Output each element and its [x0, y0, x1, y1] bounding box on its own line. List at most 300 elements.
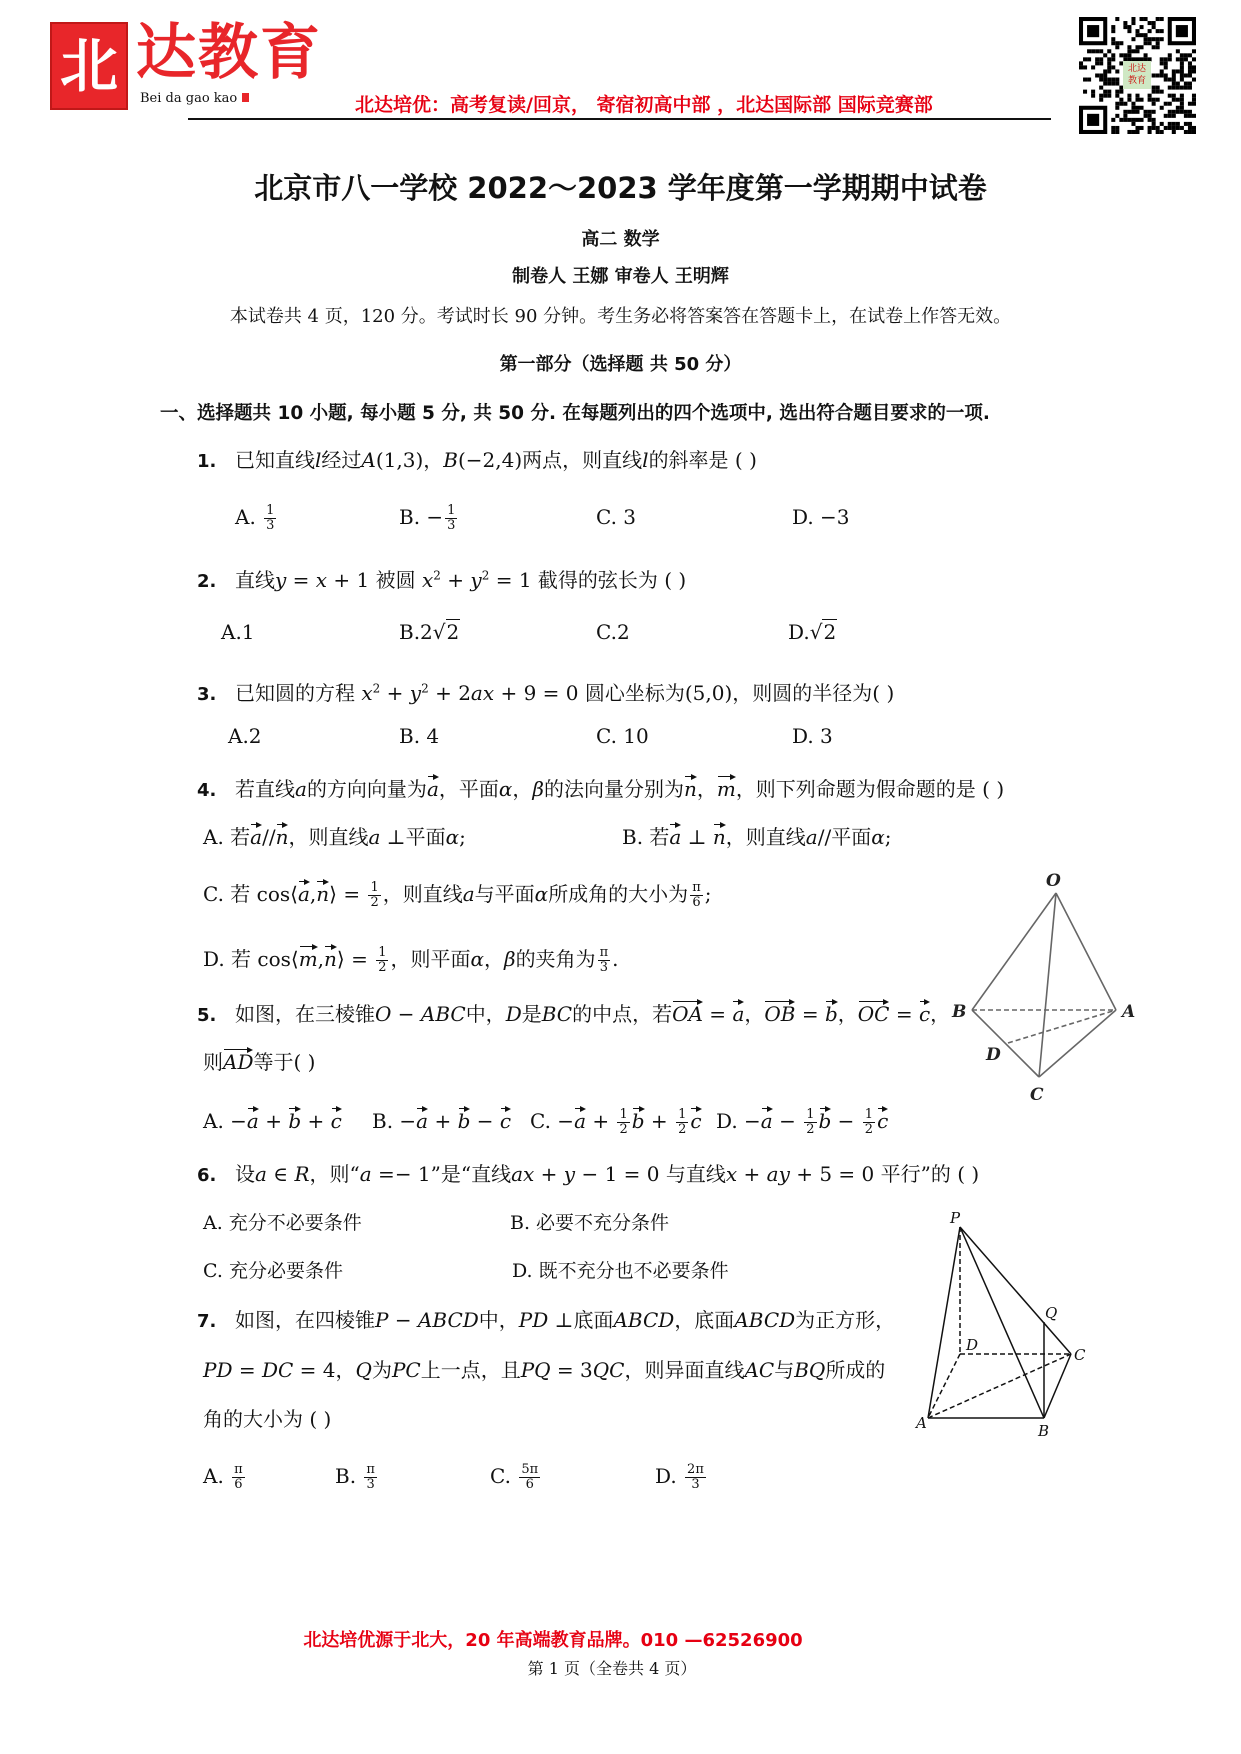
qr-module	[1152, 110, 1156, 114]
qr-module	[1119, 102, 1123, 106]
qr-module	[1131, 21, 1135, 25]
text-run: +	[737, 1162, 767, 1186]
qr-module	[1103, 90, 1107, 94]
qr-module	[1164, 78, 1168, 82]
qr-module	[1148, 126, 1152, 130]
qr-module	[1087, 49, 1091, 53]
qr-module	[1123, 21, 1127, 25]
text-run: 等于( )	[253, 1050, 316, 1074]
math-var: x	[725, 1162, 738, 1186]
qr-module	[1184, 110, 1188, 114]
option-a	[203, 1105, 342, 1134]
text-run: 如图，在四棱锥	[235, 1308, 375, 1332]
qr-module	[1135, 45, 1139, 49]
qr-module	[1099, 86, 1103, 90]
qr-module	[1111, 65, 1115, 69]
qr-module	[1095, 57, 1099, 61]
qr-module	[1192, 102, 1196, 106]
denominator: 6	[692, 895, 701, 910]
qr-module	[1095, 73, 1099, 77]
qr-module	[1160, 57, 1164, 61]
qr-module	[1192, 49, 1196, 53]
math-var: x	[361, 680, 373, 705]
qr-module	[1172, 69, 1176, 73]
option-d	[203, 943, 618, 975]
qr-module	[1099, 61, 1103, 65]
math-var: a	[805, 825, 818, 849]
vector: b	[458, 1105, 471, 1134]
qr-module	[1131, 106, 1135, 110]
question-text-line-2	[203, 1357, 885, 1383]
denominator: 2	[678, 1122, 687, 1137]
question-5	[197, 998, 950, 1029]
numerator: π	[234, 1462, 243, 1477]
qr-module	[1152, 102, 1156, 106]
qr-module	[1180, 73, 1184, 77]
text-run: 的中点，若	[572, 1002, 673, 1026]
qr-module	[1135, 130, 1139, 134]
text-run: D. 既不充分也不必要条件	[512, 1260, 729, 1282]
vector: b	[632, 1105, 645, 1134]
header-slogan: 北达培优：高考复读/回京， 寄宿初高中部 ，北达国际部 国际竞赛部	[355, 94, 933, 116]
text-run: D. −3	[792, 505, 850, 529]
qr-module	[1115, 94, 1119, 98]
qr-module	[1119, 118, 1123, 122]
fraction	[364, 1463, 377, 1492]
qr-module	[1111, 57, 1115, 61]
question-text	[235, 1308, 895, 1332]
qr-module	[1123, 110, 1127, 114]
qr-module	[1184, 57, 1188, 61]
label-b: B	[952, 1002, 967, 1022]
text-run: 如图，在三棱锥	[235, 1002, 375, 1026]
qr-module	[1172, 78, 1176, 82]
qr-module	[1107, 69, 1111, 73]
text-run: + 9 = 0 圆心坐标为(5,0)，则圆的半径为( )	[494, 680, 895, 705]
text-run: ，	[837, 1002, 858, 1026]
label-b: B	[1038, 1422, 1050, 1440]
radical-sign-icon: √	[809, 620, 823, 644]
superscript: 2	[433, 568, 441, 582]
text-run: ，则平面	[390, 947, 471, 971]
qr-module	[1107, 61, 1111, 65]
qr-module	[1107, 78, 1111, 82]
superscript: 2	[372, 681, 381, 695]
vector: b	[825, 998, 838, 1027]
qr-module	[1144, 33, 1148, 37]
qr-module	[1107, 49, 1111, 53]
edge-oc	[1039, 893, 1056, 1077]
option-c	[490, 1463, 542, 1492]
qr-module	[1144, 114, 1148, 118]
qr-module	[1148, 21, 1152, 25]
edge-da-hidden	[1008, 1010, 1116, 1043]
question-number: 6.	[197, 1165, 217, 1186]
denominator: 2	[619, 1122, 628, 1137]
qr-module	[1115, 78, 1119, 82]
question-text	[235, 1162, 979, 1186]
qr-module	[1115, 114, 1119, 118]
qr-module	[1131, 102, 1135, 106]
denominator: 3	[691, 1477, 700, 1492]
label-c: C	[1030, 1085, 1044, 1105]
edge-pc	[960, 1227, 1071, 1354]
qr-module	[1148, 37, 1152, 41]
qr-module	[1172, 122, 1176, 126]
qr-module	[1188, 73, 1192, 77]
text-run: 中，	[478, 1308, 519, 1332]
question-6	[197, 1161, 979, 1189]
math-var: PD	[203, 1358, 233, 1382]
qr-module	[1091, 90, 1095, 94]
text-run: ，则直线	[725, 825, 806, 849]
qr-module	[1079, 61, 1083, 65]
logo-pinyin	[140, 92, 249, 106]
option-d	[716, 1105, 888, 1137]
qr-module	[1127, 25, 1131, 29]
qr-module	[1188, 102, 1192, 106]
qr-module	[1168, 53, 1172, 57]
qr-module	[1188, 122, 1192, 126]
qr-module	[1176, 69, 1180, 73]
text-run: ，	[930, 1002, 951, 1026]
qr-module	[1095, 61, 1099, 65]
qr-module	[1152, 118, 1156, 122]
qr-module	[1131, 130, 1135, 134]
math-var: a	[368, 825, 381, 849]
pyramid-figure	[900, 1190, 1120, 1450]
label-d: D	[966, 1336, 979, 1354]
qr-module	[1152, 90, 1156, 94]
math-var: l	[642, 448, 649, 472]
text-run: = 4，	[293, 1358, 356, 1382]
math-var: Q	[355, 1358, 372, 1382]
qr-module	[1180, 78, 1184, 82]
math-var: β	[504, 947, 516, 971]
option-d	[512, 1258, 729, 1284]
numerator: 1	[806, 1107, 815, 1122]
text-run: B. 若	[622, 825, 670, 849]
question-7	[197, 1307, 895, 1335]
option-c	[596, 504, 636, 530]
qr-module	[1156, 98, 1160, 102]
text-run: C. −	[530, 1109, 575, 1133]
option-b	[399, 723, 439, 749]
question-number: 7.	[197, 1311, 217, 1332]
qr-module	[1111, 53, 1115, 57]
qr-module	[1156, 86, 1160, 90]
qr-module	[1172, 126, 1176, 130]
text-run: C. 充分必要条件	[203, 1260, 343, 1282]
math-var: ax	[470, 680, 495, 705]
qr-module	[1115, 82, 1119, 86]
qr-module	[1135, 118, 1139, 122]
qr-module	[1140, 45, 1144, 49]
qr-module	[1119, 41, 1123, 45]
vector: n	[713, 821, 726, 850]
text-run: +	[301, 1109, 331, 1133]
fraction	[232, 1463, 245, 1492]
option-b	[335, 1463, 379, 1492]
math-var: BC	[541, 1002, 573, 1026]
qr-module	[1148, 110, 1152, 114]
qr-module	[1079, 65, 1083, 69]
denominator: 2	[370, 895, 379, 910]
text-run: 的法向量分别为	[543, 777, 684, 801]
qr-module	[1103, 69, 1107, 73]
question-text	[235, 448, 757, 472]
question-text	[235, 777, 1004, 801]
qr-module	[1131, 37, 1135, 41]
math-var: PD	[518, 1308, 549, 1332]
text-run: −	[772, 1109, 803, 1133]
qr-module	[1115, 126, 1119, 130]
math-var: y	[275, 567, 287, 592]
qr-module	[1192, 98, 1196, 102]
qr-module	[1107, 65, 1111, 69]
text-run: 若直线	[235, 777, 295, 801]
text-run: −	[470, 1109, 500, 1133]
qr-module	[1184, 73, 1188, 77]
logo-pinyin-text: Bei da gao kao	[140, 91, 238, 106]
qr-module	[1140, 17, 1144, 21]
text-run: ，底面	[674, 1308, 735, 1332]
qr-module	[1152, 45, 1156, 49]
vector: a	[247, 1105, 259, 1134]
vector: m	[717, 773, 736, 802]
qr-module	[1180, 106, 1184, 110]
text-run: 所成角的大小为	[548, 882, 689, 906]
qr-module	[1180, 69, 1184, 73]
text-run: D. −	[716, 1109, 761, 1133]
math-var: R	[294, 1162, 310, 1186]
qr-module	[1172, 98, 1176, 102]
qr-module	[1083, 57, 1087, 61]
qr-module	[1156, 90, 1160, 94]
qr-module	[1156, 73, 1160, 77]
text-run: +	[440, 567, 471, 592]
qr-module	[1148, 29, 1152, 33]
text-run: A. 若	[203, 825, 251, 849]
label-c: C	[1074, 1346, 1086, 1364]
text-run: = 1 截得的弦长为 ( )	[489, 567, 687, 592]
numerator: 1	[266, 503, 275, 518]
qr-module	[1160, 37, 1164, 41]
logo-square-icon	[242, 93, 249, 102]
math-var: α	[534, 882, 549, 906]
text-run: 已知圆的方程	[235, 680, 362, 705]
qr-module	[1180, 98, 1184, 102]
qr-module	[1192, 57, 1196, 61]
text-run: +	[428, 1109, 458, 1133]
text-run: 上一点，且	[420, 1358, 521, 1382]
square-root	[433, 619, 460, 645]
qr-module	[1140, 98, 1144, 102]
math-var: a	[255, 1162, 267, 1186]
qr-module	[1095, 49, 1099, 53]
text-run: ，则直线	[288, 825, 369, 849]
text-run: C.2	[596, 620, 630, 644]
qr-module	[1099, 94, 1103, 98]
qr-module	[1111, 25, 1115, 29]
text-run: 角的大小为 ( )	[203, 1407, 332, 1431]
qr-module	[1115, 102, 1119, 106]
vector: c	[690, 1105, 701, 1134]
math-var: a	[462, 882, 475, 906]
qr-module	[1107, 90, 1111, 94]
qr-module	[1156, 29, 1160, 33]
qr-module	[1180, 86, 1184, 90]
qr-module	[1168, 86, 1172, 90]
qr-module	[1168, 126, 1172, 130]
text-run: A.1	[221, 620, 255, 644]
text-run: .	[612, 947, 619, 971]
qr-module	[1127, 110, 1131, 114]
text-run: ，	[696, 777, 717, 801]
denominator: 3	[447, 518, 456, 533]
qr-module	[1188, 53, 1192, 57]
qr-module	[1172, 94, 1176, 98]
vector: a	[761, 1105, 773, 1134]
vector: c	[331, 1105, 342, 1134]
text-run: D.	[655, 1464, 684, 1488]
qr-module	[1180, 102, 1184, 106]
text-run: //	[262, 825, 276, 849]
question-number: 5.	[197, 1005, 217, 1026]
qr-module	[1099, 98, 1103, 102]
qr-module	[1123, 25, 1127, 29]
question-1	[197, 447, 757, 475]
qr-center-logo: 北达教育	[1123, 61, 1151, 89]
question-text	[235, 1002, 950, 1026]
text-run: ，则直线	[382, 882, 463, 906]
text-run: −	[831, 1109, 861, 1133]
text-run: = 3	[550, 1358, 593, 1382]
vector: b	[819, 1105, 832, 1134]
qr-module	[1127, 53, 1131, 57]
header-divider	[188, 118, 1051, 120]
qr-module	[1099, 73, 1103, 77]
qr-module	[1127, 130, 1131, 134]
math-var: PC	[391, 1358, 421, 1382]
option-a	[203, 1210, 362, 1236]
text-run: A. −	[203, 1109, 247, 1133]
math-var: α	[871, 825, 885, 849]
option-b	[399, 619, 460, 645]
math-var: l	[315, 448, 322, 472]
qr-module	[1152, 73, 1156, 77]
square-root	[810, 619, 837, 645]
vector: n	[684, 773, 697, 802]
qr-module	[1135, 49, 1139, 53]
qr-module	[1135, 29, 1139, 33]
denominator: 3	[366, 1477, 375, 1492]
numerator: π	[366, 1462, 375, 1477]
fraction	[676, 1108, 688, 1137]
math-var: P − ABCD	[375, 1308, 479, 1332]
text-run: =	[889, 1002, 919, 1026]
qr-module	[1148, 130, 1152, 134]
qr-module	[1168, 122, 1172, 126]
qr-module	[1160, 106, 1164, 110]
fraction	[690, 881, 703, 910]
qr-module	[1099, 57, 1103, 61]
text-run: 直线	[235, 567, 275, 592]
fraction	[264, 504, 276, 533]
edge-pb	[960, 1227, 1044, 1418]
text-run: (−2,4)两点，则直线	[457, 448, 643, 472]
qr-module	[1168, 114, 1172, 118]
qr-module	[1184, 114, 1188, 118]
vector: n	[316, 878, 329, 907]
fraction	[368, 881, 380, 910]
text-run: ∈	[266, 1162, 295, 1186]
qr-module	[1180, 61, 1184, 65]
radicand: 2	[446, 620, 460, 644]
qr-module	[1111, 126, 1115, 130]
qr-module	[1083, 78, 1087, 82]
qr-module	[1164, 114, 1168, 118]
edge-ac-hidden	[928, 1354, 1071, 1418]
qr-module	[1103, 73, 1107, 77]
qr-module	[1156, 130, 1160, 134]
option-a	[203, 821, 466, 850]
text-run: ⊥平面	[380, 825, 446, 849]
denominator: 6	[234, 1477, 243, 1492]
qr-module	[1087, 78, 1091, 82]
radical-sign-icon: √	[432, 620, 446, 644]
qr-module	[1144, 37, 1148, 41]
section-heading: 一、选择题共 10 小题, 每小题 5 分, 共 50 分. 在每题列出的四个选项中, 选出符合题目要求的一项.	[160, 403, 990, 424]
qr-module	[1127, 94, 1131, 98]
qr-module	[1172, 130, 1176, 134]
qr-module	[1176, 57, 1180, 61]
math-var: α	[445, 825, 460, 849]
text-run: A. 充分不必要条件	[203, 1212, 362, 1234]
text-run: A.2	[228, 724, 262, 748]
qr-module	[1176, 82, 1180, 86]
edge-oa	[1056, 893, 1116, 1010]
question-text	[235, 681, 894, 705]
edge-ca	[1039, 1010, 1116, 1077]
label-a: A	[1122, 1002, 1136, 1022]
math-var: ax	[511, 1162, 535, 1186]
qr-module	[1188, 69, 1192, 73]
text-run: 的夹角为	[515, 947, 596, 971]
label-o: O	[1046, 871, 1061, 891]
text-run: + 5 = 0 平行”的 ( )	[789, 1162, 980, 1186]
text-run: //平面	[817, 825, 872, 849]
qr-module	[1180, 53, 1184, 57]
denominator: 6	[525, 1477, 534, 1492]
qr-module	[1188, 126, 1192, 130]
qr-module	[1091, 94, 1095, 98]
numerator: 1	[619, 1107, 628, 1122]
qr-module	[1192, 126, 1196, 130]
qr-module	[1099, 49, 1103, 53]
option-c	[596, 723, 649, 749]
numerator: 1	[447, 503, 456, 518]
text-run: ，	[512, 777, 533, 801]
vector: a	[298, 878, 310, 907]
fraction	[804, 1108, 816, 1137]
qr-module	[1184, 130, 1188, 134]
text-run: +	[258, 1109, 289, 1133]
qr-module	[1148, 114, 1152, 118]
qr-module	[1140, 25, 1144, 29]
qr-module	[1172, 86, 1176, 90]
text-run: ，	[484, 947, 504, 971]
